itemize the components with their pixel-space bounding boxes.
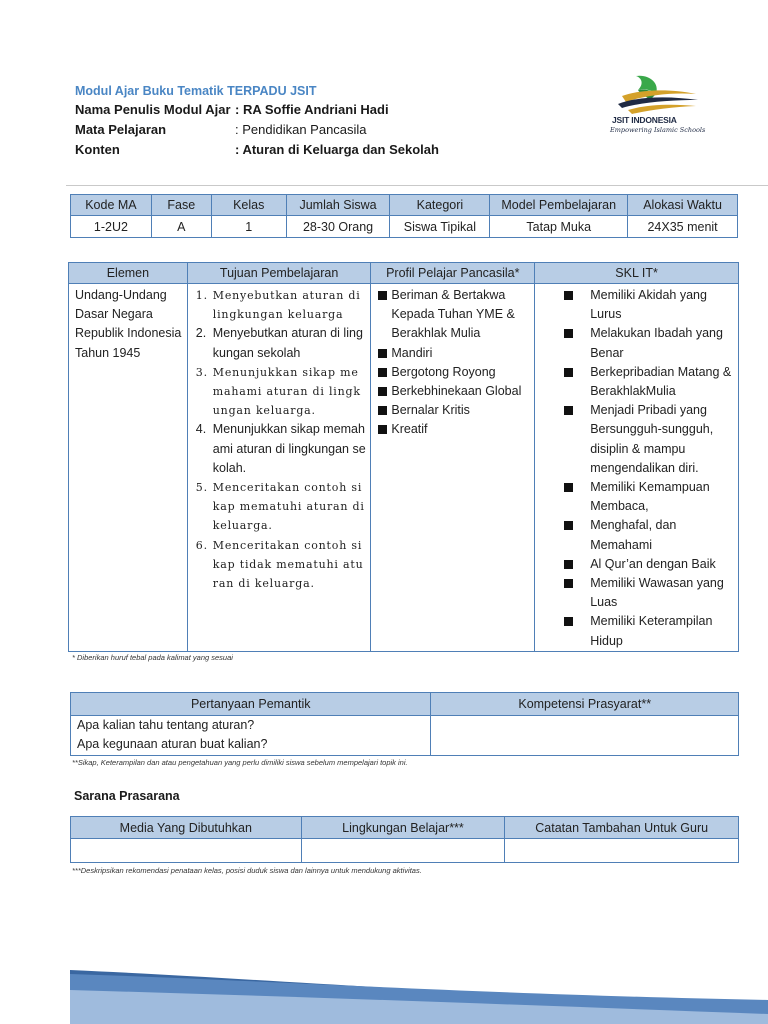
- col-tujuan: Tujuan Pembelajaran: [187, 263, 371, 284]
- author-value: : RA Soffie Andriani Hadi: [235, 102, 389, 117]
- col-catatan: Catatan Tambahan Untuk Guru: [505, 817, 739, 839]
- col-profil: Profil Pelajar Pancasila*: [371, 263, 535, 284]
- item-number: 2.: [195, 326, 207, 341]
- list-item: [196, 363, 367, 421]
- alokasi-value: 24X35 menit: [628, 216, 738, 238]
- author-label: Nama Penulis Modul Ajar: [75, 102, 231, 117]
- square-bullet-icon: [378, 368, 387, 377]
- col-skl: SKL IT*: [535, 263, 739, 284]
- square-bullet-icon: [564, 579, 573, 588]
- item-text: Menjadi Pribadi yang Bersungguh-sungguh, disiplin & mampu mengendalikan diri.: [590, 403, 714, 475]
- footnote-bold: * Diberikan huruf tebal pada kalimat yang sesuai: [72, 653, 233, 662]
- list-item: [563, 363, 734, 401]
- header-divider: [66, 185, 768, 186]
- square-bullet-icon: [564, 521, 573, 530]
- header-row-subject: [75, 120, 439, 140]
- square-bullet-icon: [564, 617, 573, 626]
- elemen-text: Undang-Undang Dasar Negara Republik Indonesia Tahun 1945: [75, 288, 182, 360]
- question-2: Apa kegunaan aturan buat kalian?: [77, 737, 268, 751]
- col-model-pembelajaran: Model Pembelajaran: [490, 195, 628, 216]
- col-fase: Fase: [151, 195, 211, 216]
- media-cell: [71, 839, 302, 863]
- skl-list: [541, 286, 734, 651]
- question-1: Apa kalian tahu tentang aturan?: [77, 718, 255, 732]
- square-bullet-icon: [564, 406, 573, 415]
- table-row: [69, 284, 739, 652]
- col-jumlah-siswa: Jumlah Siswa: [286, 195, 390, 216]
- item-text: Memiliki Wawasan yang Luas: [590, 576, 724, 610]
- list-item: [196, 478, 367, 536]
- item-text: Al Qur’an dengan Baik: [590, 556, 716, 571]
- square-bullet-icon: [564, 368, 573, 377]
- item-text: Berkepribadian Matang & BerakhlakMulia: [590, 364, 732, 399]
- lingkungan-cell: [301, 839, 505, 863]
- table-row: [71, 716, 739, 756]
- sarana-title: Sarana Prasarana: [74, 789, 180, 803]
- tujuan-cell: [187, 284, 371, 652]
- list-item: [377, 401, 530, 420]
- item-text: Bernalar Kritis: [391, 403, 470, 418]
- jsit-logo: [608, 70, 708, 142]
- col-pertanyaan: Pertanyaan Pemantik: [71, 693, 431, 716]
- content-value: : Aturan di Keluarga dan Sekolah: [235, 142, 439, 157]
- square-bullet-icon: [378, 387, 387, 396]
- list-item: [377, 363, 530, 382]
- item-number: 5.: [195, 481, 208, 495]
- learning-table: [68, 262, 739, 652]
- square-bullet-icon: [378, 425, 387, 434]
- kelas-value: 1: [211, 216, 286, 238]
- item-text: Menceritakan contoh sikap mematuhi aturan di keluarga.: [212, 481, 365, 533]
- item-text: Mandiri: [391, 345, 433, 360]
- footnote-prasyarat: **Sikap, Keterampilan dan atau pengetahuan yang perlu dimiliki siswa sebelum mempelajari topik ini.: [72, 758, 408, 767]
- square-bullet-icon: [564, 329, 573, 338]
- col-kode-ma: Kode MA: [71, 195, 152, 216]
- square-bullet-icon: [564, 560, 573, 569]
- logo-tagline: Empowering Islamic Schools: [610, 126, 706, 134]
- table-row: [71, 216, 738, 238]
- col-prasyarat: Kompetensi Prasyarat**: [431, 693, 739, 716]
- profil-list: [377, 286, 530, 440]
- list-item: [196, 420, 367, 478]
- list-item: [563, 324, 734, 362]
- logo-name: JSIT INDONESIA: [612, 115, 677, 125]
- item-number: 1.: [195, 289, 208, 302]
- square-bullet-icon: [564, 483, 573, 492]
- item-text: Berkebhinekaan Global: [391, 384, 522, 399]
- col-lingkungan: Lingkungan Belajar***: [301, 817, 505, 839]
- list-item: [377, 344, 530, 363]
- list-item: [196, 536, 367, 594]
- col-kelas: Kelas: [211, 195, 286, 216]
- info-table: [70, 194, 738, 238]
- question-table: [70, 692, 739, 756]
- item-text: Beriman & Bertakwa Kepada Tuhan YME & Berakhlak Mulia: [391, 288, 515, 341]
- profil-cell: [371, 284, 535, 652]
- sarana-table-header: [71, 817, 739, 839]
- sarana-table: [70, 816, 739, 863]
- list-item: [563, 286, 734, 324]
- square-bullet-icon: [378, 291, 387, 300]
- col-kategori: Kategori: [390, 195, 490, 216]
- list-item: [563, 516, 734, 554]
- footer-wave: [0, 960, 768, 1024]
- jumlah-siswa-value: 28-30 Orang: [286, 216, 390, 238]
- footnote-lingkungan: ***Deskripsikan rekomendasi penataan kelas, posisi duduk siswa dan lainnya untuk mendukung aktivitas.: [72, 866, 422, 875]
- list-item: [563, 478, 734, 516]
- skl-cell: [535, 284, 739, 652]
- item-text: Memiliki Kemampuan Membaca,: [590, 480, 710, 514]
- content-label: Konten: [75, 142, 120, 157]
- fase-value: A: [151, 216, 211, 238]
- item-text: Menunjukkan sikap memahami aturan di lingkungan keluarga.: [212, 365, 361, 418]
- item-number: 6.: [195, 538, 208, 552]
- item-text: Menyebutkan aturan di lingkungan sekolah: [212, 326, 363, 360]
- subject-label: Mata Pelajaran: [75, 122, 167, 137]
- learning-table-header: [69, 263, 739, 284]
- item-text: Memiliki Akidah yang Lurus: [590, 288, 707, 322]
- elemen-cell: [69, 284, 188, 652]
- square-bullet-icon: [564, 291, 573, 300]
- table-row: [71, 839, 739, 863]
- list-item: [563, 612, 734, 650]
- catatan-cell: [505, 839, 739, 863]
- col-media: Media Yang Dibutuhkan: [71, 817, 302, 839]
- info-table-header: [71, 195, 738, 216]
- item-text: Melakukan Ibadah yang Benar: [590, 326, 723, 360]
- list-item: [563, 401, 734, 478]
- item-text: Bergotong Royong: [391, 364, 496, 379]
- pertanyaan-cell: [71, 716, 431, 756]
- subject-value: : Pendidikan Pancasila: [235, 122, 367, 137]
- model-value: Tatap Muka: [490, 216, 628, 238]
- item-number: 3.: [195, 365, 208, 379]
- square-bullet-icon: [378, 349, 387, 358]
- list-item: [196, 324, 367, 362]
- kategori-value: Siswa Tipikal: [390, 216, 490, 238]
- item-text: Kreatif: [391, 422, 428, 437]
- col-alokasi-waktu: Alokasi Waktu: [628, 195, 738, 216]
- kode-ma-value: 1-2U2: [71, 216, 152, 238]
- question-table-header: [71, 693, 739, 716]
- list-item: [377, 420, 530, 439]
- col-elemen: Elemen: [69, 263, 188, 284]
- header-row-author: [75, 100, 439, 120]
- list-item: [563, 555, 734, 574]
- item-text: Menghafal, dan Memahami: [590, 518, 677, 552]
- tujuan-list: [194, 286, 367, 593]
- header-row-content: [75, 140, 439, 160]
- feather-logo-icon: [608, 70, 708, 118]
- item-text: Menunjukkan sikap memahami aturan di lingkungan sekolah.: [212, 422, 366, 475]
- list-item: [377, 286, 530, 344]
- prasyarat-cell: [431, 716, 739, 756]
- item-text: Menyebutkan aturan di lingkungan keluarga: [212, 289, 361, 322]
- item-number: 4.: [195, 422, 207, 437]
- list-item: [196, 286, 367, 324]
- document-header: [75, 82, 439, 160]
- list-item: [377, 382, 530, 401]
- square-bullet-icon: [378, 406, 387, 415]
- item-text: Menceritakan contoh sikap tidak mematuhi aturan di keluarga.: [212, 538, 364, 591]
- doc-title: Modul Ajar Buku Tematik TERPADU JSIT: [75, 84, 317, 98]
- list-item: [563, 574, 734, 612]
- item-text: Memiliki Keterampilan Hidup: [590, 614, 713, 648]
